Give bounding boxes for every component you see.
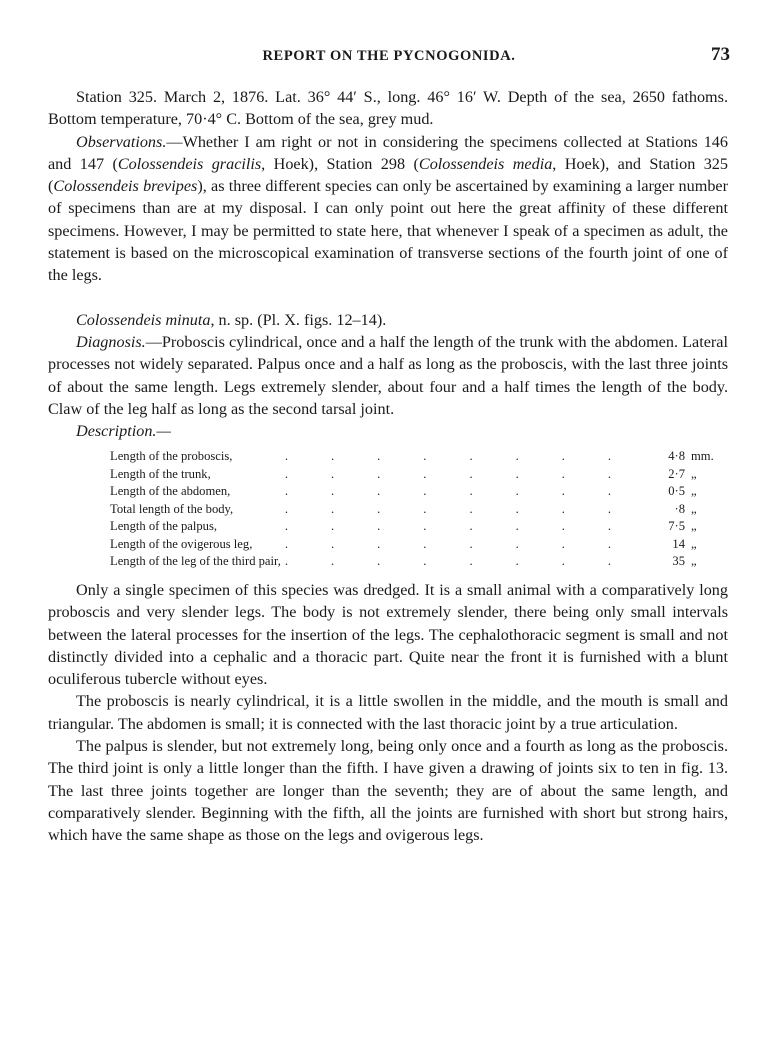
measurement-label: Length of the ovigerous leg, [110, 536, 253, 551]
body-paragraph-1: Only a single specimen of this species was dredged. It is a small animal with a comparatively long proboscis and very slender legs. The body is not extremely slender, there being only small intervals between the lateral processes for the insertion of the legs. The cephalothoracic segment is small and not distinctly divided into a cephalic and a thoracic part. Quite near the front it is furnished with a blunt oculiferous tubercle without eyes. [48, 580, 728, 689]
measurement-value: ·8 [674, 501, 686, 516]
measurement-unit: „ [691, 466, 697, 481]
measurement-unit: mm. [691, 449, 714, 464]
observations-text-1: —Whether I am right or not in considering the specimens collected at Stations 146 and 147 ( [48, 132, 728, 173]
observations-text-2: , Hoek), Station 298 ( [261, 154, 419, 173]
body-text [48, 86, 728, 847]
measurement-row [110, 536, 728, 554]
measurement-label: Length of the abdomen, [110, 484, 231, 499]
measurement-row [110, 553, 728, 571]
body-paragraph-3: The palpus is slender, but not extremely long, being only once and a fourth as long as the proboscis. The third joint is only a little longer than the fifth. I have given a drawing of joints six to ten in fig. 13. The last three joints together are longer than the seventh; they are of about the same length, and comparatively slender. Beginning with the fifth, all the joints are furnished with short but strong hairs, which have the same shape as those on the legs and ovigerous legs. [48, 737, 728, 845]
page-number: 73 [711, 44, 730, 65]
body-paragraph-2: The proboscis is nearly cylindrical, it is a little swollen in the middle, and the mouth is small and triangular. The abdomen is small; it is connected with the last thoracic joint by a true articulation. [48, 692, 728, 733]
measurement-row [110, 448, 728, 466]
dot-leader: ........ [284, 501, 655, 516]
species-heading [48, 309, 728, 331]
measurement-label: Total length of the body, [110, 501, 234, 516]
measurement-row [110, 466, 728, 484]
diagnosis-text: —Proboscis cylindrical, once and a half the length of the trunk with the abdomen. Lateral processes not widely separated. Palpus once and a half as long as the proboscis, with the last three joints of about the same length. Legs extremely slender, about four and a half times the length of the body. Claw of the leg half as long as the second tarsal joint. [48, 332, 728, 418]
species-heading-name: Colossendeis minuta [76, 310, 211, 329]
measurement-unit: „ [691, 536, 697, 551]
measurement-unit: „ [691, 554, 697, 569]
dot-leader: ........ [284, 519, 655, 534]
running-title: REPORT ON THE PYCNOGONIDA. [262, 48, 516, 64]
description-label: Description.— [76, 422, 171, 441]
species-heading-rest: , n. sp. (Pl. X. figs. 12–14). [210, 310, 387, 329]
dot-leader: ........ [284, 466, 655, 481]
measurement-label: Length of the trunk, [110, 466, 211, 481]
species-name-1: Colossendeis gracilis [117, 154, 262, 173]
measurement-value: 35 [672, 554, 686, 569]
station-paragraph: Station 325. March 2, 1876. Lat. 36° 44′ S., long. 46° 16′ W. Depth of the sea, 2650 fathoms. Bottom temperature, 70·4° C. Bottom of the sea, grey mud. [48, 88, 728, 129]
dot-leader: ........ [284, 536, 655, 551]
dot-leader: ........ [284, 554, 655, 569]
running-header [48, 44, 730, 70]
observations-text-3: , Hoek), and Station 325 ( [48, 154, 728, 196]
measurement-value: 7·5 [668, 519, 686, 534]
measurement-value: 0·5 [668, 484, 686, 499]
measurement-row [110, 483, 728, 501]
measurement-unit: „ [691, 501, 697, 516]
observations-paragraph [48, 131, 728, 287]
measurement-label: Length of the palpus, [110, 519, 218, 534]
measurement-label: Length of the leg of the third pair, [110, 554, 281, 569]
measurement-value: 2·7 [668, 466, 686, 481]
measurement-row [110, 518, 728, 536]
diagnosis-paragraph [48, 331, 728, 420]
species-name-3: Colossendeis brevipes [53, 177, 198, 196]
measurement-label: Length of the proboscis, [110, 449, 233, 464]
measurements-table [110, 448, 728, 571]
observations-label: Observations. [76, 132, 167, 151]
dot-leader: ........ [284, 484, 655, 499]
description-heading [48, 420, 728, 442]
dot-leader: ........ [284, 449, 655, 464]
observations-text-4: ), as three different species can only be ascertained by examining a larger number of specimens than are at my disposal. I can only point out here the great affinity of these different specimens. However, I may be permitted to state here, that whenever I speak of a specimen as adult, the statement is based on the microscopical examination of transverse sections of the fourth joint of one of the legs. [48, 177, 728, 285]
species-name-2: Colossendeis media [418, 154, 553, 173]
measurement-value: 4·8 [668, 449, 686, 464]
measurement-unit: „ [691, 519, 697, 534]
measurement-row [110, 501, 728, 519]
diagnosis-label: Diagnosis. [76, 332, 146, 351]
measurement-unit: „ [691, 484, 697, 499]
measurement-value: 14 [672, 536, 686, 551]
